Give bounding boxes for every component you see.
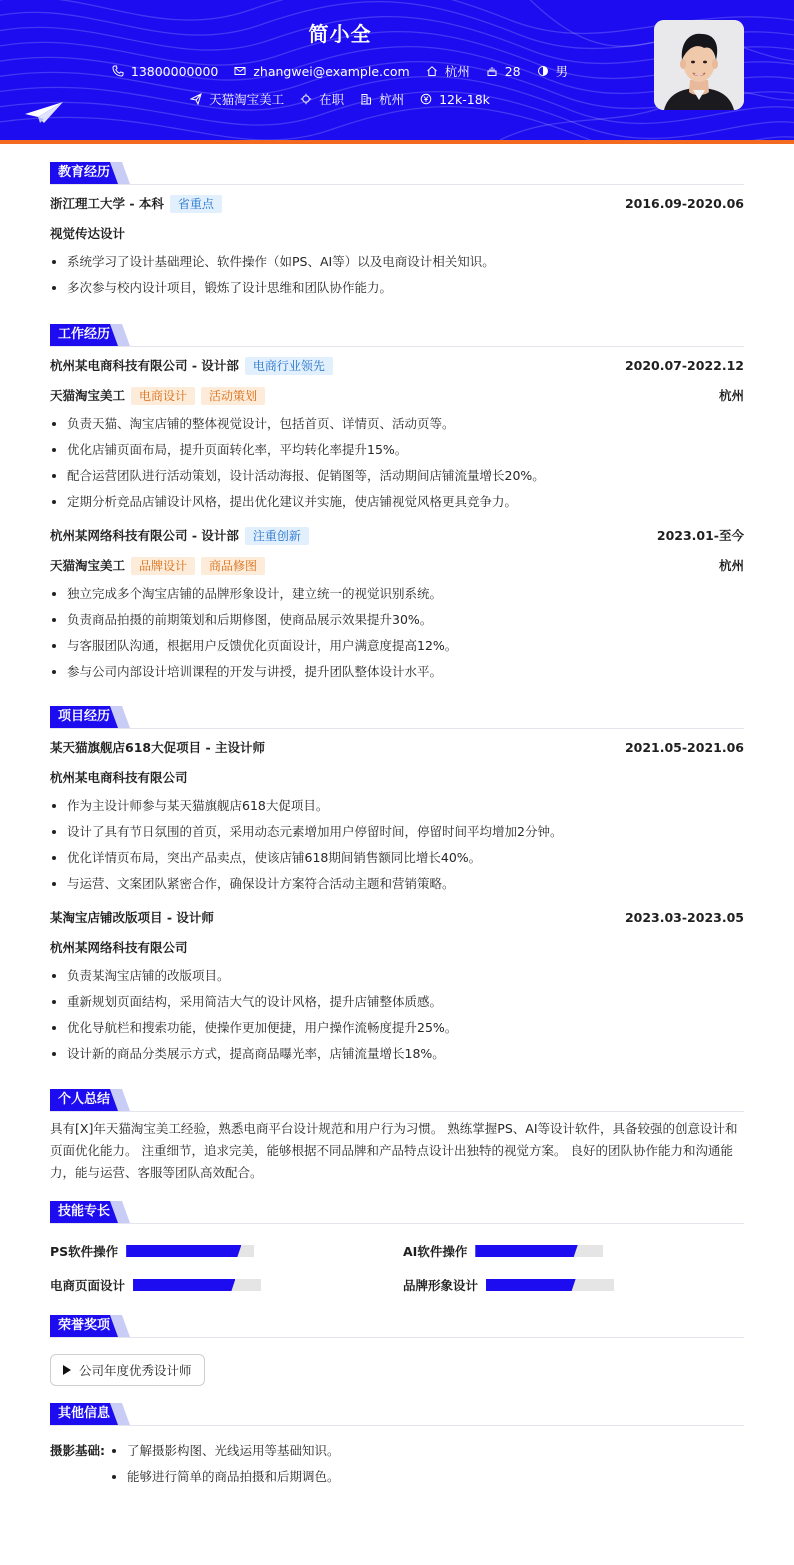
section-title: 工作经历 <box>50 324 118 346</box>
award-text: 公司年度优秀设计师 <box>79 1363 192 1378</box>
cake-icon <box>486 65 498 77</box>
list-item: 设计了具有节日氛围的首页，采用动态元素增加用户停留时间，停留时间平均增加2分钟。 <box>50 819 744 845</box>
list-item: 配合运营团队进行活动策划，设计活动海报、促销图等，活动期间店铺流量增长20%。 <box>50 463 744 489</box>
work-section <box>50 324 744 685</box>
section-title: 教育经历 <box>50 162 118 184</box>
project-company-row <box>50 763 744 793</box>
list-item: 负责某淘宝店铺的改版项目。 <box>50 963 744 989</box>
project-row <box>50 733 744 763</box>
list-item: 优化导航栏和搜索功能，使操作更加便捷，用户操作流畅度提升25%。 <box>50 1015 744 1041</box>
phone-icon <box>112 65 124 77</box>
work-bullets <box>50 581 744 685</box>
list-item: 与客服团队沟通，根据用户反馈优化页面设计，用户满意度提高12%。 <box>50 633 744 659</box>
resume-body <box>50 144 744 1490</box>
list-item: 优化详情页布局，突出产品卖点，使该店铺618期间销售额同比增长40%。 <box>50 845 744 871</box>
building-icon <box>360 93 372 105</box>
mail-icon <box>234 65 246 77</box>
section-title: 荣誉奖项 <box>50 1315 118 1337</box>
role-tag: 活动策划 <box>201 387 265 405</box>
money-icon <box>420 93 432 105</box>
school-name: 浙江理工大学 - 本科 <box>50 196 164 211</box>
awards-heading <box>50 1315 744 1338</box>
project-bullets <box>50 793 744 897</box>
phone-text: 13800000000 <box>130 63 219 79</box>
list-item: 独立完成多个淘宝店铺的品牌形象设计，建立统一的视觉识别系统。 <box>50 581 744 607</box>
work-period: 2020.07-2022.12 <box>624 358 744 373</box>
section-title: 个人总结 <box>50 1089 118 1111</box>
age-item <box>486 64 521 79</box>
list-item: 了解摄影构图、光线运用等基础知识。 <box>110 1438 744 1464</box>
list-item: 作为主设计师参与某天猫旗舰店618大促项目。 <box>50 793 744 819</box>
project-company-row <box>50 933 744 963</box>
education-period: 2016.09-2020.06 <box>624 196 744 211</box>
work-role-row <box>50 381 744 411</box>
company-tag: 注重创新 <box>245 527 309 545</box>
skill-name: 品牌形象设计 <box>403 1278 479 1293</box>
list-item: 参与公司内部设计培训课程的开发与讲授，提升团队整体设计水平。 <box>50 659 744 685</box>
projects-section <box>50 706 744 1067</box>
list-item: 负责商品拍摄的前期策划和后期修图，使商品展示效果提升30%。 <box>50 607 744 633</box>
project-company: 杭州某网络科技有限公司 <box>50 940 188 955</box>
other-info <box>50 1438 744 1490</box>
skill-item <box>403 1234 603 1268</box>
role-tag: 商品修图 <box>201 557 265 575</box>
gender-item <box>537 62 569 80</box>
work-period: 2023.01-至今 <box>656 528 744 543</box>
skill-bar-fill <box>126 1245 241 1257</box>
summary-text: 具有[X]年天猫淘宝美工经验，熟悉电商平台设计规范和用户行为习惯。 熟练掌握PS、AI等设计软件，具备较强的创意设计和页面优化能力。 注重细节，追求完美，能够根据不同品牌和产品特点设计出独特的视觉方案。 良好的团队协作能力和沟通能力，能与运营、客服等团队高效配合。 <box>50 1121 738 1180</box>
company-name: 杭州某电商科技有限公司 - 设计部 <box>50 358 239 373</box>
skill-bar-fill <box>486 1279 576 1291</box>
skill-bar-fill <box>133 1279 235 1291</box>
skill-name: AI软件操作 <box>403 1244 468 1259</box>
education-heading <box>50 162 744 185</box>
contact-row <box>0 62 680 80</box>
summary-heading <box>50 1089 744 1112</box>
skill-bar-fill <box>475 1245 577 1257</box>
summary-section <box>50 1089 744 1184</box>
job-title-item <box>190 90 284 108</box>
education-bullets <box>50 249 744 301</box>
role-name: 天猫淘宝美工 <box>50 388 126 403</box>
project-name: 某天猫旗舰店618大促项目 - 主设计师 <box>50 740 265 755</box>
company-tag: 电商行业领先 <box>245 357 333 375</box>
work-role-row <box>50 551 744 581</box>
major-row <box>50 219 744 249</box>
list-item: 设计新的商品分类展示方式，提高商品曝光率，店铺流量增长18%。 <box>50 1041 744 1067</box>
target-city-text: 杭州 <box>379 92 405 107</box>
work-company-row <box>50 521 744 551</box>
other-bullets <box>110 1438 744 1490</box>
status-text: 在职 <box>319 92 345 107</box>
other-section <box>50 1403 744 1490</box>
list-item: 定期分析竞品店铺设计风格，提出优化建议并实施，使店铺视觉风格更具竞争力。 <box>50 489 744 515</box>
other-label: 摄影基础: <box>50 1443 105 1458</box>
project-bullets <box>50 963 744 1067</box>
project-name: 某淘宝店铺改版项目 - 设计师 <box>50 910 214 925</box>
skill-item <box>403 1268 614 1302</box>
list-item: 能够进行简单的商品拍摄和后期调色。 <box>110 1464 744 1490</box>
role-tag: 电商设计 <box>131 387 195 405</box>
list-item: 多次参与校内设计项目，锻炼了设计思维和团队协作能力。 <box>50 275 744 301</box>
candidate-name: 简小全 <box>308 22 372 46</box>
work-heading <box>50 324 744 347</box>
status-icon <box>300 93 312 105</box>
paper-plane-icon <box>24 100 64 124</box>
skill-item <box>50 1234 254 1268</box>
projects-heading <box>50 706 744 729</box>
work-location: 杭州 <box>718 388 744 403</box>
list-item: 优化店铺页面布局，提升页面转化率，平均转化率提升15%。 <box>50 437 744 463</box>
salary-text: 12k-18k <box>439 91 490 107</box>
work-company-row <box>50 351 744 381</box>
other-heading <box>50 1403 744 1426</box>
skill-name: 电商页面设计 <box>50 1278 126 1293</box>
skills-section <box>50 1201 744 1294</box>
work-location: 杭州 <box>718 558 744 573</box>
skill-bar <box>133 1279 261 1291</box>
company-name: 杭州某网络科技有限公司 - 设计部 <box>50 528 239 543</box>
skills-grid <box>50 1224 744 1294</box>
list-item: 负责天猫、淘宝店铺的整体视觉设计，包括首页、详情页、活动页等。 <box>50 411 744 437</box>
education-section <box>50 162 744 301</box>
section-title: 技能专长 <box>50 1201 118 1223</box>
play-triangle-icon <box>63 1365 71 1375</box>
age-text: 28 <box>504 63 521 79</box>
avatar-photo <box>654 20 744 110</box>
phone-item <box>112 64 218 79</box>
project-company: 杭州某电商科技有限公司 <box>50 770 188 785</box>
job-intention-row <box>0 90 680 108</box>
target-city-item <box>360 90 404 108</box>
city-item <box>426 62 470 80</box>
gender-icon <box>537 65 549 77</box>
salary-item <box>420 92 490 107</box>
role-name: 天猫淘宝美工 <box>50 558 126 573</box>
job-title-text: 天猫淘宝美工 <box>209 92 285 107</box>
email-item <box>234 64 409 79</box>
list-item: 与运营、文案团队紧密合作，确保设计方案符合活动主题和营销策略。 <box>50 871 744 897</box>
list-item: 重新规划页面结构，采用简洁大气的设计风格，提升店铺整体质感。 <box>50 989 744 1015</box>
avatar-illustration <box>654 20 744 110</box>
awards-section <box>50 1315 744 1386</box>
skill-name: PS软件操作 <box>50 1244 119 1259</box>
project-row <box>50 903 744 933</box>
city-text: 杭州 <box>444 64 470 79</box>
award-item <box>50 1354 205 1386</box>
send-icon <box>190 93 202 105</box>
gender-text: 男 <box>555 64 569 79</box>
project-period: 2021.05-2021.06 <box>624 740 744 755</box>
role-tag: 品牌设计 <box>131 557 195 575</box>
skill-bar <box>126 1245 254 1257</box>
school-tag: 省重点 <box>170 195 222 213</box>
skill-item <box>50 1268 261 1302</box>
education-row <box>50 189 744 219</box>
major-name: 视觉传达设计 <box>50 226 126 241</box>
resume-header <box>0 0 794 144</box>
work-bullets <box>50 411 744 515</box>
skills-heading <box>50 1201 744 1224</box>
section-title: 其他信息 <box>50 1403 118 1425</box>
skill-bar <box>475 1245 603 1257</box>
list-item: 系统学习了设计基础理论、软件操作（如PS、AI等）以及电商设计相关知识。 <box>50 249 744 275</box>
status-item <box>300 90 344 108</box>
section-title: 项目经历 <box>50 706 118 728</box>
home-icon <box>426 65 438 77</box>
email-text: zhangwei@example.com <box>253 63 410 79</box>
project-period: 2023.03-2023.05 <box>624 910 744 925</box>
skill-bar <box>486 1279 614 1291</box>
